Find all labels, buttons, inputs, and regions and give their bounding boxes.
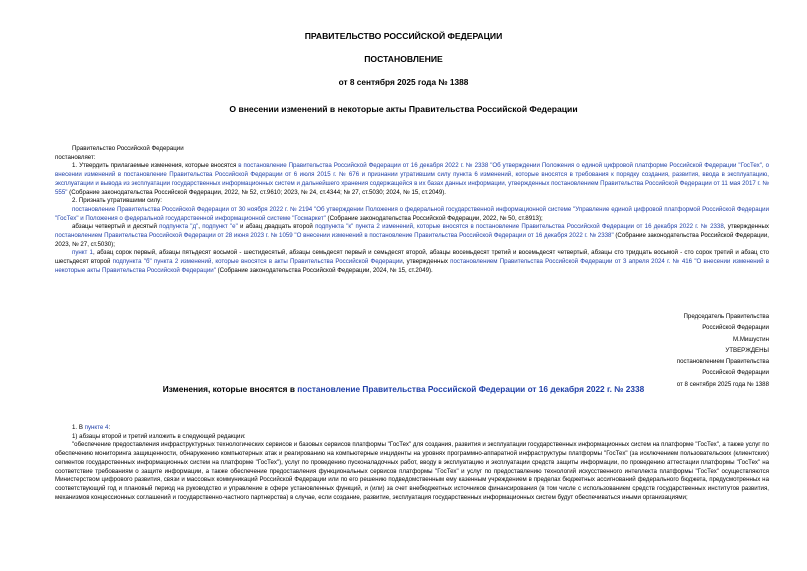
document-date-number: от 8 сентября 2025 года № 1388 [338, 77, 469, 87]
paragraph-2: 2. Признать утратившими силу: [72, 197, 162, 205]
government-name: ПРАВИТЕЛЬСТВО РОССИЙСКОЙ ФЕДЕРАЦИИ [304, 31, 503, 41]
document-link[interactable]: подпункта "б" пункта 2 изменений, которые вносятся в акты Правительства Российской Федерации [112, 258, 403, 266]
change-item-1 [55, 424, 769, 433]
paragraph-text: (Собрание законодательства Российской Федерации, 2022, № 50, ст.8913); [325, 214, 543, 222]
paragraph-text: 1. Утвердить прилагаемые изменения, которые вносятся [72, 162, 239, 170]
resolution-body [55, 145, 769, 276]
change-quote: "обеспечение предоставления инфраструктурных технологических сервисов и базовых сервисов платформы "ГосТех" для создания, развития и эксплуатации государственных информационных систем на платформе "ГосТех", а также услуг по обеспечению мониторинга защищенности, обнаружению компьютерных атак и реагированию на компьютерные инциденты на уровнях программно-аппаратной инфраструктуры платформы "ГосТех" (за исключением пользовательских (клиентских) сегментов государственных информационных систем на платформе "ГосТех"), услуг по проведению пусконаладочных работ, вводу в эксплуатацию и эксплуатации средств защиты информации, по проведению аттестации платформы "ГосТех" на соответствие требованиям о защите информации, а также обеспечение предоставления функциональных сервисов платформы "ГосТех" и услуг по предоставлению технологий искусственного интеллекта платформы "ГосТех" осуществляются Министерством цифрового развития, связи и массовых коммуникаций Российской Федерации или по его решению подведомственным ему казенным учреждением в пределах бюджетных ассигнований федерального бюджета, предусмотренных на соответствующий год и плановый период на руководство и управление в сфере установленных функций, и (или) за счет внебюджетных источников финансирования (в том числе с использованием средств государственных институтов развития, механизмов концессионных соглашений и государственно-частного партнерства) в случае, если создание, развитие, эксплуатация государственных информационных систем будут обеспечиваться иными организациями; [55, 441, 769, 501]
paragraph-text: (Собрание законодательства Российской Федерации, 2024, № 15, ст.2049). [215, 266, 433, 274]
paragraph-1 [55, 162, 769, 197]
paragraph-5 [55, 249, 769, 275]
approved-line: от 8 сентября 2025 года № 1388 [676, 380, 769, 388]
signature-position: Председатель Правительства [683, 313, 769, 320]
document-link[interactable]: подпункт "е" [202, 223, 238, 231]
document-link[interactable]: постановлением Правительства Российской Федерации от 3 апреля 2024 г. № 416 "О внесении изменений в некоторые акты Правительства Российской Федерации" [55, 258, 770, 274]
paragraph-text: , утвержденных [402, 258, 451, 266]
approved-line: постановлением Правительства [676, 358, 769, 366]
document-title: О внесении изменений в некоторые акты Правительства Российской Федерации [229, 104, 578, 114]
document-link[interactable]: пункт 1 [72, 249, 93, 257]
preamble-line: постановляет: [55, 153, 96, 161]
approved-label: УТВЕРЖДЕНЫ [725, 346, 769, 354]
heading-text: Изменения, которые вносятся в [162, 384, 298, 394]
changes-body [55, 424, 769, 502]
paragraph-text: 1. В [72, 424, 85, 431]
changes-heading [0, 384, 807, 395]
paragraph-text: (Собрание законодательства Российской Федерации, 2022, № 52, ст.9610; 2023, № 24, ст.4344; № 27, ст.5030; 2024, № 15, ст.2049). [67, 188, 447, 196]
paragraph-text: абзацы четвертый и десятый [72, 223, 160, 231]
document-type: ПОСТАНОВЛЕНИЕ [364, 54, 443, 64]
paragraph-text: , утвержденных [723, 223, 769, 231]
document-link[interactable]: в постановление Правительства Российской Федерации от 16 декабря 2022 г. № 2338 "Об утверждении Положения о единой цифровой платформе Российской Федерации "ГосТех", о внесении изменений в постановление Правительства Российской Федерации от 6 июля 2015 г. № 676 и признании утратившим силу пункта 6 изменений, которые вносятся в требования к порядку создания, развития, ввода в эксплуатацию, эксплуатации и вывода из эксплуатации государственных информационных систем и дальнейшего хранения содержащейся в их базах данных информации, утвержденных постановлением Правительства Российской Федерации от 11 мая 2017 г. № 555" [55, 162, 769, 196]
signature-position: Российской Федерации [702, 324, 769, 332]
change-subitem: 1) абзацы второй и третий изложить в следующей редакции: [72, 432, 246, 440]
paragraph-text: , [198, 223, 203, 231]
preamble-line: Правительство Российской Федерации [72, 145, 184, 152]
paragraph-3 [55, 206, 769, 223]
signature-name: М.Мишустин [733, 335, 769, 343]
paragraph-text: (Собрание законодательства Российской Федерации, 2023, № 27, ст.5030); [55, 232, 769, 248]
approved-line: Российской Федерации [702, 369, 769, 377]
document-link[interactable]: подпункта "к" пункта 2 изменений, которые вносятся в постановление Правительства Российской Федерации от 16 декабря 2022 г. № 2338 [315, 223, 724, 231]
document-link[interactable]: постановление Правительства Российской Федерации от 16 декабря 2022 г. № 2338 [297, 384, 645, 394]
document-link[interactable]: пункте 4 [84, 424, 109, 431]
paragraph-text: и абзац двадцать второй [237, 223, 316, 231]
signature-block [677, 311, 769, 390]
paragraph-text: , абзац сорок первый, абзацы пятьдесят восьмой - шестидесятый, абзацы семьдесят первый и семьдесят второй, абзацы восемьдесят третий и восемьдесят четвертый, абзацы сто тридцать восьмой - сто сорок третий и абзац сто шестьдесят второй [55, 249, 769, 266]
document-link[interactable]: подпункта "д" [159, 223, 199, 231]
paragraph-4 [55, 223, 769, 249]
paragraph-text: : [108, 424, 111, 431]
document-link[interactable]: постановление Правительства Российской Федерации от 30 ноября 2022 г. № 2194 "Об утверждении Положения о федеральной государственной информационной системе "Управление единой цифровой платформой Российской Федерации "ГосТех" и Положения о федеральной государственной информационной системе "Госмаркет" [55, 205, 769, 222]
document-link[interactable]: постановлением Правительства Российской Федерации от 28 июня 2023 г. № 1059 "О внесении изменений в постановление Правительства Российской Федерации от 16 декабря 2022 г. № 2338" [55, 232, 614, 240]
